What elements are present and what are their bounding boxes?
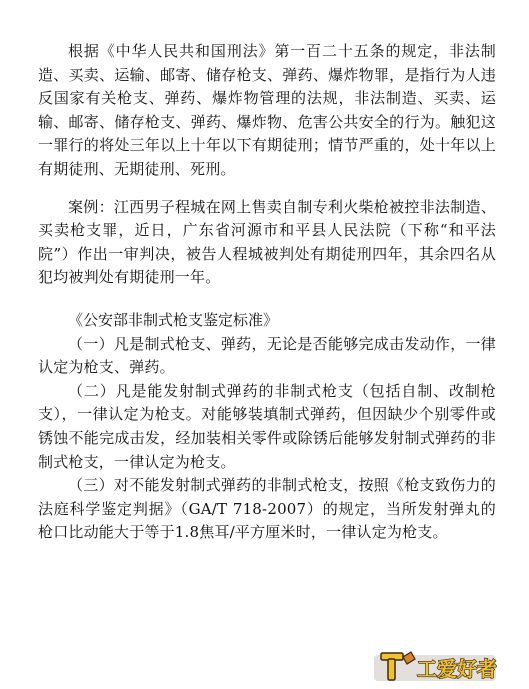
case-paragraph: 案例：江西男子程城在网上售卖自制专利火柴枪被控非法制造、买卖枪支罪，近日，广东省河源市和平县人民法院（下称“和平法院”）作出一审判决，被告人程城被判处有期徒刑四年，其余四名从犯均被判处有期徒刑一年。 [38,197,496,287]
article-body [38,40,496,545]
standard-item-3: （三）对不能发射制式弹药的非制式枪支，按照《枪支致伤力的法庭科学鉴定判据》（GA/T 718-2007）的规定，当所发射弹丸的枪口比动能大于等于1.8焦耳/平方厘米时，一律认定为枪支。 [38,476,496,542]
standard-item-1: （一）凡是制式枪支、弹药，无论是否能够完成击发动作，一律认定为枪支、弹药。 [38,334,496,377]
svg-text:工爱好者: 工爱好者 [417,657,497,681]
standard-item-2: （二）凡是能发射制式弹药的非制式枪支（包括自制、改制枪支），一律认定为枪支。对能够装填制式弹药，但因缺少个别零件或锈蚀不能完成击发，经加装相关零件或除锈后能够发射制式弹药的非制式枪支，一律认定为枪支。 [38,381,496,471]
law-paragraph: 根据《中华人民共和国刑法》第一百二十五条的规定，非法制造、买卖、运输、邮寄、储存枪支、弹药、爆炸物罪，是指行为人违反国家有关枪支、弹药、爆炸物管理的法规，非法制造、买卖、运输、邮寄、储存枪支、弹药、爆炸物、危害公共安全的行为。触犯这一罪行的将处三年以上十年以下有期徒刑；情节严重的，处十年以上有期徒刑、无期徒刑、死刑。 [38,42,496,178]
standard-title: 《公安部非制式枪支鉴定标准》 [68,310,279,329]
spacer [38,290,496,309]
spacer [38,182,496,196]
logo-wordmark [417,657,497,681]
watermark-logo [373,647,497,683]
